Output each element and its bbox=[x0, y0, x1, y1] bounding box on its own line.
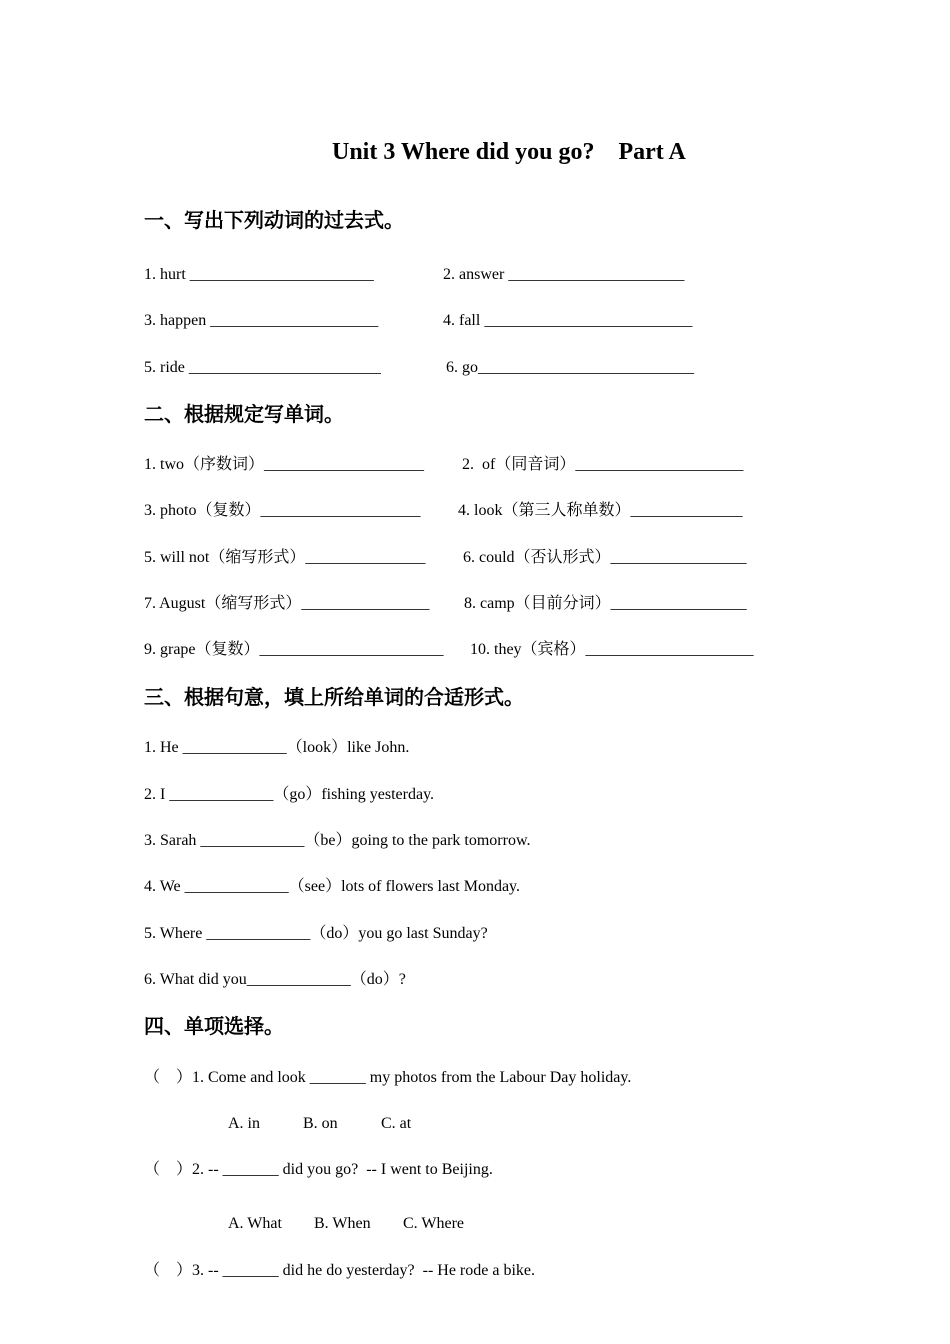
option-c: C. at bbox=[381, 1115, 412, 1132]
section-3-item: 1. He _____________（look）like John. bbox=[144, 739, 410, 756]
section-3-item: 2. I _____________（go）fishing yesterday. bbox=[144, 786, 435, 803]
option-a: A. in bbox=[228, 1115, 260, 1132]
section-2-item: 1. two（序数词）____________________ bbox=[144, 456, 425, 473]
section-2-item: 3. photo（复数）____________________ bbox=[144, 502, 421, 519]
option-a: A. What bbox=[228, 1215, 282, 1232]
section-3-item: 4. We _____________（see）lots of flowers last Monday. bbox=[144, 878, 521, 895]
section-1-item: 1. hurt _______________________ bbox=[144, 266, 374, 283]
section-2-item: 9. grape（复数）_______________________ bbox=[144, 641, 444, 658]
section-3-item: 5. Where _____________（do）you go last Sunday? bbox=[144, 925, 488, 942]
question-stem: （ ）2. -- _______ did you go? -- I went to Beijing. bbox=[144, 1161, 493, 1178]
section-3-item: 6. What did you_____________（do）? bbox=[144, 971, 406, 988]
section-3-heading: 三、根据句意，填上所给单词的合适形式。 bbox=[144, 687, 524, 709]
option-c: C. Where bbox=[403, 1215, 465, 1232]
option-b: B. When bbox=[314, 1215, 371, 1232]
section-3-item: 3. Sarah _____________（be）going to the park tomorrow. bbox=[144, 832, 531, 849]
page-title: Unit 3 Where did you go? Part A bbox=[332, 139, 686, 165]
section-1-item: 3. happen _____________________ bbox=[144, 312, 379, 329]
section-1-item: 6. go___________________________ bbox=[446, 359, 694, 376]
section-2-item: 10. they（宾格）_____________________ bbox=[470, 641, 754, 658]
section-2-item: 5. will not（缩写形式）_______________ bbox=[144, 549, 426, 566]
section-4-heading: 四、单项选择。 bbox=[144, 1016, 284, 1038]
section-2-item: 4. look（第三人称单数）______________ bbox=[458, 502, 743, 519]
section-1-item: 4. fall __________________________ bbox=[443, 312, 693, 329]
question-stem: （ ）1. Come and look _______ my photos from the Labour Day holiday. bbox=[144, 1069, 632, 1086]
option-b: B. on bbox=[303, 1115, 338, 1132]
section-1-item: 5. ride ________________________ bbox=[144, 359, 381, 376]
question-stem: （ ）3. -- _______ did he do yesterday? -- He rode a bike. bbox=[144, 1262, 536, 1279]
section-1-item: 2. answer ______________________ bbox=[443, 266, 685, 283]
section-2-item: 2. of（同音词）_____________________ bbox=[462, 456, 744, 473]
section-2-item: 8. camp（目前分词）_________________ bbox=[464, 595, 747, 612]
section-1-heading: 一、写出下列动词的过去式。 bbox=[144, 210, 404, 232]
section-2-item: 7. August（缩写形式）________________ bbox=[144, 595, 430, 612]
section-2-heading: 二、根据规定写单词。 bbox=[144, 404, 344, 426]
section-2-item: 6. could（否认形式）_________________ bbox=[463, 549, 747, 566]
